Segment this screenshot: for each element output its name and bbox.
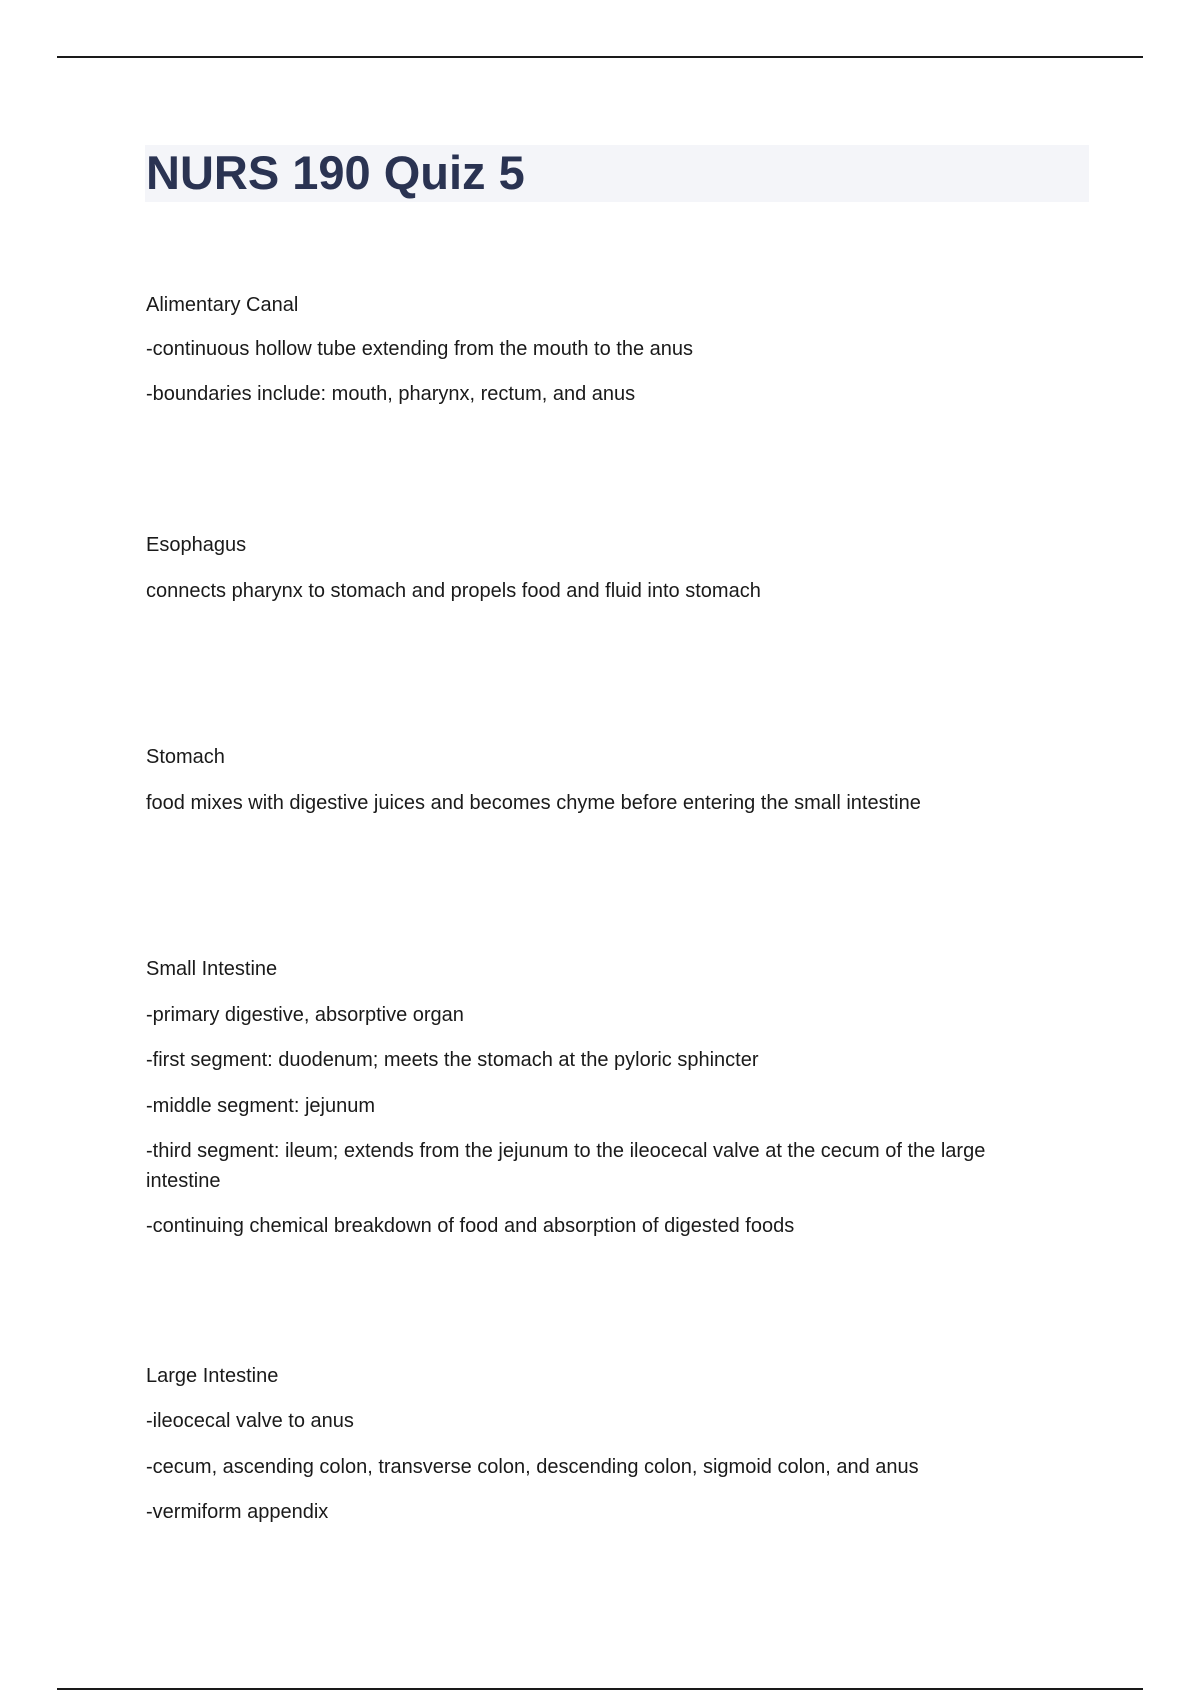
definition-line: connects pharynx to stomach and propels food and fluid into stomach (146, 580, 761, 602)
bottom-rule (57, 1688, 1143, 1690)
document-body (146, 290, 1046, 1527)
definition-line: -third segment: ileum; extends from the jejunum to the ileocecal valve at the cecum of the large intestine (146, 1140, 986, 1192)
section-esophagus (146, 530, 1046, 606)
definition-line: -continuous hollow tube extending from the mouth to the anus (146, 338, 694, 360)
definition-line: -vermiform appendix (146, 1501, 329, 1523)
term-heading: Small Intestine (146, 958, 278, 980)
section-stomach (146, 742, 1046, 818)
term-heading: Alimentary Canal (146, 294, 299, 316)
section-small-intestine (146, 954, 1046, 1241)
top-rule (57, 56, 1143, 58)
definition-line: -boundaries include: mouth, pharynx, rectum, and anus (146, 383, 636, 405)
definition-line: food mixes with digestive juices and becomes chyme before entering the small intestine (146, 792, 921, 814)
definition-line: -ileocecal valve to anus (146, 1410, 354, 1432)
term-heading: Stomach (146, 746, 225, 768)
definition-line: -middle segment: jejunum (146, 1095, 375, 1117)
definition-line: -cecum, ascending colon, transverse colon, descending colon, sigmoid colon, and anus (146, 1456, 919, 1478)
term-heading: Esophagus (146, 534, 247, 556)
definition-line: -first segment: duodenum; meets the stomach at the pyloric sphincter (146, 1049, 759, 1071)
section-alimentary-canal (146, 290, 1046, 409)
term-heading: Large Intestine (146, 1365, 279, 1387)
document-title: NURS 190 Quiz 5 (146, 146, 525, 199)
definition-line: -continuing chemical breakdown of food and absorption of digested foods (146, 1215, 795, 1237)
section-large-intestine (146, 1361, 1046, 1527)
definition-line: -primary digestive, absorptive organ (146, 1004, 464, 1026)
